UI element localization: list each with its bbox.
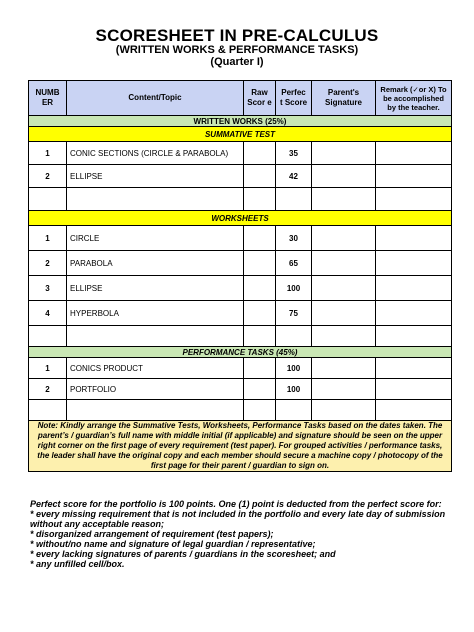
row-number: 4: [29, 301, 67, 326]
page-subtitle: (WRITTEN WORKS & PERFORMANCE TASKS): [115, 44, 359, 56]
parent-signature-cell[interactable]: [312, 400, 376, 421]
row-number: [29, 188, 67, 211]
row-topic: [67, 188, 244, 211]
header-number: NUMB ER: [29, 81, 67, 116]
footnote-line: * any unfilled cell/box.: [30, 559, 125, 569]
table-row: [29, 301, 452, 326]
parent-signature-cell[interactable]: [312, 276, 376, 301]
subsection-label: SUMMATIVE TEST: [29, 127, 452, 142]
footnote-line: Perfect score for the portfolio is 100 points. One (1) point is deducted from the perfect score for:: [30, 499, 442, 509]
raw-score-cell[interactable]: [244, 188, 276, 211]
remark-cell[interactable]: [376, 379, 452, 400]
parent-signature-cell[interactable]: [312, 358, 376, 379]
raw-score-cell[interactable]: [244, 379, 276, 400]
remark-cell[interactable]: [376, 301, 452, 326]
header-content: Content/Topic: [67, 81, 244, 116]
perfect-score: [276, 400, 312, 421]
parent-signature-cell[interactable]: [312, 226, 376, 251]
section-label: PERFORMANCE TASKS (45%): [29, 347, 452, 358]
parent-signature-cell[interactable]: [312, 165, 376, 188]
perfect-score: 65: [276, 251, 312, 276]
row-topic: PORTFOLIO: [67, 379, 244, 400]
raw-score-cell[interactable]: [244, 251, 276, 276]
row-number: [29, 326, 67, 347]
raw-score-cell[interactable]: [244, 165, 276, 188]
note-row: [29, 421, 452, 472]
row-number: 2: [29, 379, 67, 400]
raw-score-cell[interactable]: [244, 326, 276, 347]
subsection-worksheets: [29, 211, 452, 226]
perfect-score: 100: [276, 276, 312, 301]
section-performance-tasks: [29, 347, 452, 358]
raw-score-cell[interactable]: [244, 276, 276, 301]
table-row: [29, 379, 452, 400]
note-text: Note: Kindly arrange the Summative Tests, Worksheets, Performance Tasks based on the dates taken. The parent’s / guardian’s full name with middle initial (if applicable) and signature should be seen on the upper right corner on the first page of every requirement (test paper). For grouped activities / performance tasks, the leader shall have the original copy and each member should secure a machine copy / photocopy of the first page for their parent / guardian to sign on.: [29, 421, 452, 472]
table-row: [29, 358, 452, 379]
remark-cell[interactable]: [376, 358, 452, 379]
subsection-summative-test: [29, 127, 452, 142]
perfect-score: 42: [276, 165, 312, 188]
remark-cell[interactable]: [376, 226, 452, 251]
table-row: [29, 326, 452, 347]
row-number: 1: [29, 226, 67, 251]
row-topic: [67, 326, 244, 347]
raw-score-cell[interactable]: [244, 301, 276, 326]
footnote-line: * every missing requirement that is not included in the portfolio and every late day of submission without any acceptable reason;: [30, 509, 446, 529]
table-header-row: [29, 81, 452, 116]
raw-score-cell[interactable]: [244, 142, 276, 165]
row-topic: PARABOLA: [67, 251, 244, 276]
table-row: [29, 251, 452, 276]
header-parent-signature: Parent's Signature: [312, 81, 376, 116]
table-row: [29, 142, 452, 165]
footnote-line: * disorganized arrangement of requirement (test papers);: [30, 529, 274, 539]
remark-cell[interactable]: [376, 251, 452, 276]
remark-cell[interactable]: [376, 400, 452, 421]
parent-signature-cell[interactable]: [312, 142, 376, 165]
row-number: [29, 400, 67, 421]
remark-cell[interactable]: [376, 326, 452, 347]
header-raw-score: Raw Scor e: [244, 81, 276, 116]
row-topic: CIRCLE: [67, 226, 244, 251]
row-number: 1: [29, 142, 67, 165]
parent-signature-cell[interactable]: [312, 301, 376, 326]
footnote-line: * without/no name and signature of legal guardian / representative;: [30, 539, 316, 549]
header-perfect-score: Perfec t Score: [276, 81, 312, 116]
perfect-score: 100: [276, 358, 312, 379]
perfect-score: 75: [276, 301, 312, 326]
row-topic: ELLIPSE: [67, 276, 244, 301]
row-topic: CONIC SECTIONS (CIRCLE & PARABOLA): [67, 142, 244, 165]
perfect-score: 35: [276, 142, 312, 165]
parent-signature-cell[interactable]: [312, 326, 376, 347]
row-topic: ELLIPSE: [67, 165, 244, 188]
row-number: 2: [29, 251, 67, 276]
raw-score-cell[interactable]: [244, 226, 276, 251]
scoresheet-table: [28, 80, 452, 472]
row-number: 3: [29, 276, 67, 301]
parent-signature-cell[interactable]: [312, 251, 376, 276]
remark-cell[interactable]: [376, 276, 452, 301]
perfect-score: [276, 188, 312, 211]
table-row: [29, 400, 452, 421]
page-title: SCORESHEET IN PRE-CALCULUS: [95, 26, 379, 45]
table-row: [29, 188, 452, 211]
row-topic: CONICS PRODUCT: [67, 358, 244, 379]
perfect-score: 100: [276, 379, 312, 400]
row-topic: [67, 400, 244, 421]
table-row: [29, 226, 452, 251]
raw-score-cell[interactable]: [244, 400, 276, 421]
parent-signature-cell[interactable]: [312, 188, 376, 211]
section-written-works: [29, 116, 452, 127]
perfect-score: [276, 326, 312, 347]
table-row: [29, 276, 452, 301]
header-remark: Remark (✓or X) To be accomplished by the teacher.: [376, 81, 452, 116]
table-row: [29, 165, 452, 188]
remark-cell[interactable]: [376, 165, 452, 188]
section-label: WRITTEN WORKS (25%): [29, 116, 452, 127]
quarter-label: (Quarter I): [210, 56, 264, 68]
row-number: 1: [29, 358, 67, 379]
portfolio-footnote: [30, 499, 455, 569]
footnote-line: * every lacking signatures of parents / guardians in the scoresheet; and: [30, 549, 336, 559]
row-topic: HYPERBOLA: [67, 301, 244, 326]
remark-cell[interactable]: [376, 142, 452, 165]
remark-cell[interactable]: [376, 188, 452, 211]
row-number: 2: [29, 165, 67, 188]
parent-signature-cell[interactable]: [312, 379, 376, 400]
raw-score-cell[interactable]: [244, 358, 276, 379]
perfect-score: 30: [276, 226, 312, 251]
subsection-label: WORKSHEETS: [29, 211, 452, 226]
